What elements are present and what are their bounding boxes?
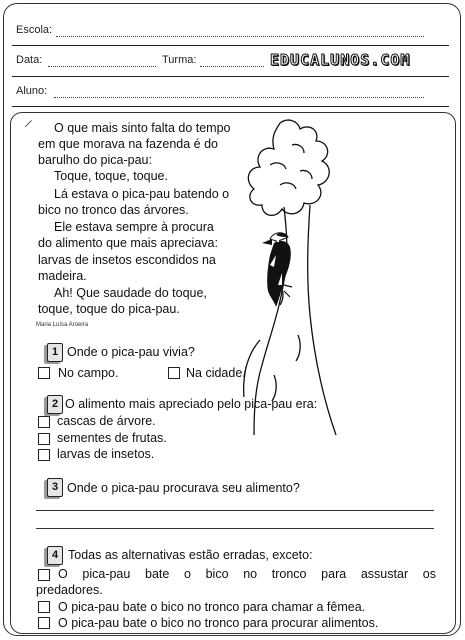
school-field[interactable] <box>56 36 424 37</box>
woodpecker-bird <box>262 233 292 307</box>
story-line: O que mais sinto falta do tempo <box>54 121 231 135</box>
story-line: Lá estava o pica-pau batendo o <box>54 187 230 201</box>
answer-line[interactable] <box>36 528 434 529</box>
option-label: sementes de frutas. <box>57 431 167 445</box>
pencil-mark-icon: ⸍ <box>24 117 33 137</box>
option-label-line <box>58 567 436 581</box>
tree-foliage-detail <box>270 144 312 189</box>
question-number-badge: 3 <box>47 478 63 497</box>
option-word: os <box>422 567 436 581</box>
class-label: Turma: <box>162 54 197 66</box>
option-label: predadores. <box>36 583 103 597</box>
option-word: para <box>321 567 347 581</box>
story-line: Ele estava sempre à procura <box>54 220 214 234</box>
story-line: toque, toque do pica-pau. <box>38 302 180 316</box>
question-2-text: O alimento mais apreciado pelo pica-pau era: <box>65 397 318 411</box>
option-word: O <box>58 567 68 581</box>
header-divider <box>12 45 449 46</box>
option-word: bate <box>145 567 170 581</box>
story-line: Toque, toque, toque. <box>54 169 168 183</box>
checkbox-chamar-a-femea[interactable] <box>38 601 50 613</box>
checkbox-na-cidade[interactable] <box>168 367 180 379</box>
story-author: Maria Luísa Aroeira <box>36 322 89 328</box>
option-word: pica-pau <box>82 567 131 581</box>
option-word: assustar <box>360 567 409 581</box>
question-1-text: Onde o pica-pau vivia? <box>67 345 195 359</box>
story-line: Ah! Que saudade do toque, <box>54 286 207 300</box>
question-number-badge: 4 <box>47 546 63 565</box>
question-3-text: Onde o pica-pau procurava seu alimento? <box>67 481 300 495</box>
school-label: Escola: <box>16 24 53 36</box>
story-line: em que morava na fazenda é do <box>38 137 218 151</box>
option-label: O pica-pau bate o bico no tronco para chamar a fêmea. <box>58 600 366 614</box>
student-field[interactable] <box>54 97 424 98</box>
story-line: larvas de insetos escondidos na <box>38 253 216 267</box>
header-divider <box>12 76 449 77</box>
option-word: bico <box>205 567 229 581</box>
option-word: o <box>184 567 191 581</box>
question-number-badge: 1 <box>47 343 63 362</box>
student-label: Aluno: <box>16 85 48 97</box>
date-field[interactable] <box>48 66 156 67</box>
option-label: larvas de insetos. <box>57 447 155 461</box>
checkbox-larvas-de-insetos[interactable] <box>38 449 50 461</box>
checkbox-procurar-alimentos[interactable] <box>38 617 50 629</box>
story-line: madeira. <box>38 269 87 283</box>
story-line: do alimento que mais apreciava: <box>38 236 218 250</box>
story-line: barulho do pica-pau: <box>38 153 152 167</box>
tree-canopy <box>248 120 329 215</box>
question-4-text: Todas as alternativas estão erradas, exceto: <box>68 548 313 562</box>
date-label: Data: <box>16 54 43 66</box>
checkbox-sementes-de-frutas[interactable] <box>38 433 50 445</box>
option-label: Na cidade. <box>186 366 246 380</box>
option-word: no <box>243 567 258 581</box>
class-field[interactable] <box>200 66 264 67</box>
option-label: O pica-pau bate o bico no tronco para procurar alimentos. <box>58 616 379 630</box>
question-number-badge: 2 <box>47 395 63 414</box>
option-label: No campo. <box>58 366 119 380</box>
checkbox-no-campo[interactable] <box>38 367 50 379</box>
checkbox-assustar-predadores[interactable] <box>38 569 50 581</box>
option-label: cascas de árvore. <box>57 414 156 428</box>
answer-line[interactable] <box>36 510 434 511</box>
option-word: tronco <box>271 567 307 581</box>
header-divider <box>12 106 449 107</box>
checkbox-cascas-de-arvore[interactable] <box>38 416 50 428</box>
story-line: bico no tronco das árvores. <box>38 203 189 217</box>
educalunos-logo: EDUCALUNOS.COM <box>270 51 411 69</box>
